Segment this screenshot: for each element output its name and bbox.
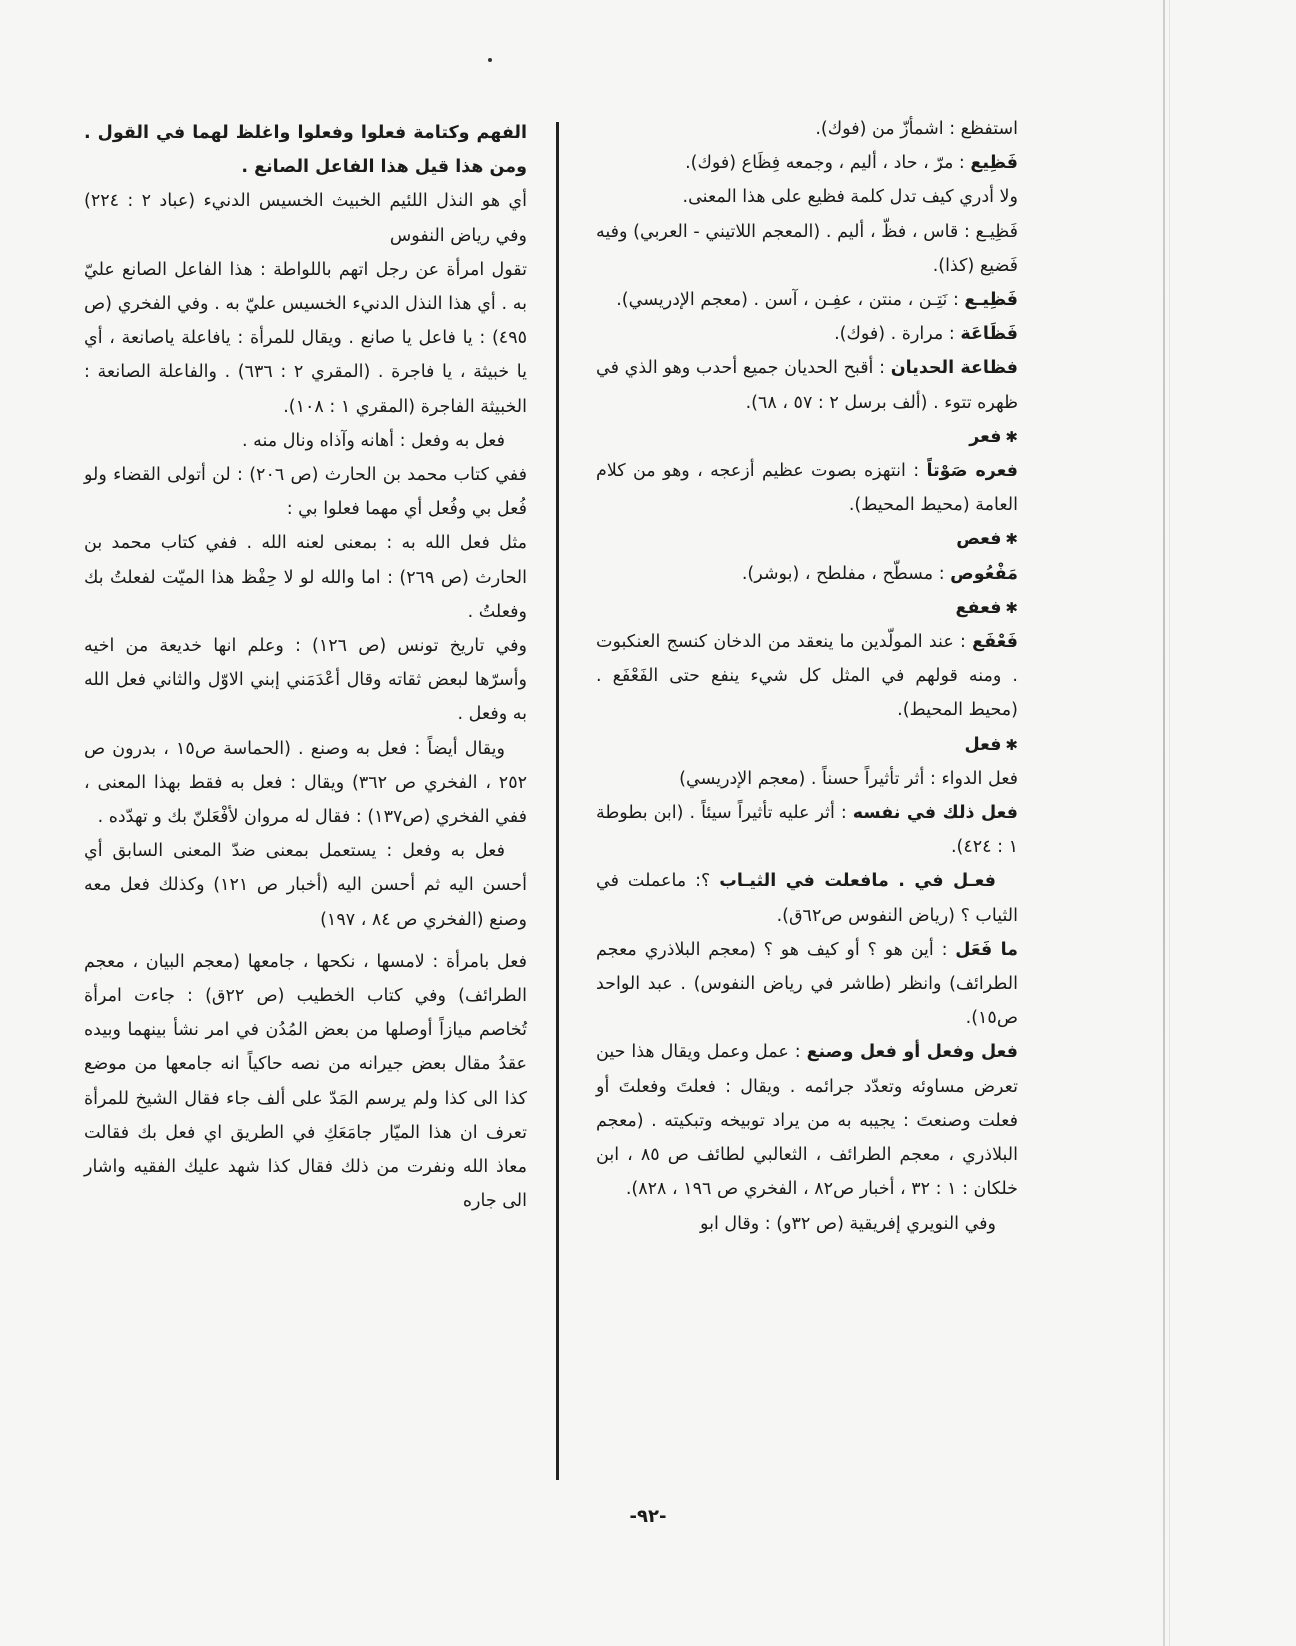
asterisk-icon: ✱: [1005, 598, 1018, 617]
dictionary-entry: [596, 317, 1018, 351]
section-heading: [596, 420, 1018, 454]
entry-definition: : مسطّح ، مفلطح ، (بوشر).: [741, 563, 951, 584]
entry-headword: فعل ذلك في نفسه: [852, 803, 1018, 824]
entry-definition: : أين هو ؟ أو كيف هو ؟ (معجم البلاذري معجم الطرائف) وانظر (طاشر في رياض النفوس) . عبد الواحد ص١٥).: [596, 939, 1018, 1029]
dictionary-entry: [596, 796, 1018, 864]
entry-definition: : عمل وعمل ويقال هذا حين تعرض مساوئه وتعدّد جرائمه . ويقال : فعلتَ وفعلتَ أو فعلت وصنعتَ : يجيبه به من يراد توبيخه وتبكيته . (معجم البلاذري ، معجم الطرائف ، الثعالبي لطائف ص ٨٥ ، ابن خلكان : ١ : ٣٢ ، أخبار ص٨٢ ، الفخري ص ١٩٦ ، ٨٢٨).: [596, 1042, 1018, 1200]
dictionary-entry: [596, 557, 1018, 591]
page-edge-line: [1163, 0, 1165, 1646]
section-heading: [596, 522, 1018, 556]
asterisk-icon: ✱: [1005, 530, 1018, 549]
paragraph: وفي تاريخ تونس (ص ١٢٦) : وعلم انها خديعة من اخيه وأسرّها لبعض ثقاته وقال أعْدَمَني إبني الاوّل والثاني فعل الله به وفعل .: [84, 636, 527, 725]
entry-headword: فَظَاعَة: [960, 324, 1018, 345]
section-heading-text: فعل: [964, 734, 1002, 755]
dictionary-entry: [596, 146, 1018, 180]
entry-headword: فَظِيع: [970, 153, 1018, 174]
dictionary-entry: [596, 454, 1018, 522]
entry-definition: : أثر عليه تأثيراً سيئاً . (ابن بطوطة ١ : ٤٢٤).: [596, 803, 1018, 858]
speck-mark: [488, 58, 492, 62]
paragraph: أي هو النذل اللئيم الخبيث الخسيس الدنيء (عباد ٢ : ٢٢٤) وفي رياض النفوس: [84, 191, 527, 246]
dictionary-entry: [596, 283, 1018, 317]
section-heading: [596, 728, 1018, 762]
dictionary-entry: [596, 762, 1018, 796]
section-heading-text: فعر: [969, 426, 1002, 447]
paragraph: وفي النويري إفريقية (ص ٣٢و) : وقال ابو: [700, 1213, 996, 1234]
dictionary-entry: [596, 215, 1018, 283]
entry-definition: : أثر تأثيراً حسناً . (معجم الإدريسي): [679, 768, 942, 789]
entry-definition: : أقبح الحديان جميع أحدب وهو الذي في ظهره تتوء . (ألف برسل ٢ : ٥٧ ، ٦٨).: [596, 358, 1018, 413]
entry-definition: ؟: ماعملت في الثياب ؟ (رياض النفوس ص٦٢ق).: [596, 871, 1018, 926]
entry-definition: : انتهزه بصوت عظيم أزعجه ، وهو من كلام العامة (محيط المحيط).: [596, 461, 1018, 516]
dictionary-entry: [596, 864, 1018, 932]
page-number: -٩٢-: [629, 1506, 667, 1527]
section-heading: [596, 591, 1018, 625]
entry-headword: فظاعة الحديان: [890, 358, 1018, 379]
column-divider: [556, 122, 559, 1480]
dictionary-entry: [596, 625, 1018, 728]
dictionary-entry: [596, 1035, 1018, 1206]
paragraph: مثل فعل الله به : بمعنى لعنه الله . ففي كتاب محمد بن الحارث (ص ٢٦٩) : اما والله لو لا حِفْظ هذا الميّت لفعلتُ بك وفعلتُ .: [84, 533, 527, 622]
entry-headword: فعـل في . مافعلت في الثيـاب: [719, 871, 996, 892]
page-edge-line-inner: [1169, 0, 1170, 1646]
entry-definition: : مرارة . (فوك).: [834, 324, 961, 345]
dictionary-entry: [596, 112, 1018, 146]
paragraph: الفهم وكتامة فعلوا وفعلوا واغلظ لهما في القول . ومن هذا قيل هذا الفاعل الصانع .: [84, 123, 527, 178]
entry-definition: : نَتِـن ، منتن ، عفِـن ، آسن . (معجم الإدريسي).: [616, 290, 965, 311]
paragraph: ولا أدري كيف تدل كلمة فظيع على هذا المعنى.: [682, 187, 1018, 208]
paragraph: فعل بامرأة : لامسها ، نكحها ، جامعها (معجم البيان ، معجم الطرائف) وفي كتاب الخطيب (ص ٢٢ق) : جاءت امرأة تُخاصم ميازاً أوصلها من بعض المُدُن في امر نشأ بينهما وبيده عقدُ مقال بعض جيرانه من نصه حاكياً انه جامعها من موضع كذا الى كذا ولم يرسم المَدّ على ألف جاء فقال الشيخ للمرأة تعرف ان هذا الميّار جامَعَكِ في الطريق اي فعل بك فقالت معاذ الله ونفرت من ذلك فقال كذا شهد عليك الفقيه واشار الى جاره: [84, 951, 528, 1212]
entry-definition: : عند المولّدين ما ينعقد من الدخان كنسج العنكبوت . ومنه قولهم في المثل كل شيء ينفع حتى الفَعْفَع . (محيط المحيط).: [596, 632, 1018, 721]
entry-definition: : مرّ ، حاد ، أليم ، وجمعه فِظَاع (فوك).: [685, 153, 971, 174]
entry-headword: فعره صَوْتاً: [926, 461, 1018, 482]
left-column: [84, 116, 527, 1219]
entry-headword: مَفْعُوص: [950, 563, 1018, 584]
dictionary-entry: [596, 933, 1018, 1036]
section-heading-text: فعص: [956, 529, 1002, 550]
right-column: [596, 112, 1018, 1241]
paragraph: تقول امرأة عن رجل اتهم باللواطة : هذا الفاعل الصانع عليّ به . أي هذا النذل الدنيء الخسيس عليّ به . وفي الفخري (ص ٤٩٥) : يا فاعل يا صانع . ويقال للمرأة : يافاعلة ياصانعة ، أي يا خبيثة ، يا فاجرة . (المقري ٢ : ٦٣٦) . والفاعلة الصانعة : الخبيثة الفاجرة (المقري ١ : ١٠٨).: [84, 259, 527, 417]
asterisk-icon: ✱: [1005, 427, 1018, 446]
entry-headword: ما فَعَل: [955, 939, 1018, 960]
paragraph: فعل به وفعل : يستعمل بمعنى ضدّ المعنى السابق أي أحسن اليه ثم أحسن اليه (أخبار ص ١٢١) وكذلك فعل معه وصنع (الفخري ص ٨٤ ، ١٩٧): [84, 841, 527, 930]
entry-headword: فَظِيـع: [975, 221, 1018, 242]
entry-headword: استفظع: [960, 119, 1018, 139]
paragraph: ففي كتاب محمد بن الحارث (ص ٢٠٦) : لن أتولى القضاء ولو فُعل بي وفُعل أي مهما فعلوا بي :: [84, 465, 528, 520]
entry-headword: فعل وفعل أو فعل وصنع: [806, 1042, 1018, 1063]
paragraph: ويقال أيضاً : فعل به وصنع . (الحماسة ص١٥ ، بدرون ص ٢٥٢ ، الفخري ص ٣٦٢) ويقال : فعل به فقط بهذا المعنى ، ففي الفخري (ص١٣٧) : فقال له مروان لأفْعَلنّ بك و تهدّده .: [84, 738, 527, 828]
paragraph: فعل به وفعل : أهانه وآذاه ونال منه .: [241, 430, 505, 451]
section-heading-text: فعفع: [955, 597, 1002, 618]
asterisk-icon: ✱: [1005, 735, 1018, 754]
dictionary-entry: [596, 351, 1018, 419]
entry-headword: فَظِيـع: [964, 290, 1018, 311]
entry-headword: فَعْفَع: [972, 632, 1018, 653]
entry-headword: فعل الدواء: [941, 768, 1018, 789]
entry-definition: : قاس ، فظّ ، أليم . (المعجم اللاتيني - العربي) وفيه فَضيع (كذا).: [596, 221, 1018, 276]
entry-definition: : اشمأزّ من (فوك).: [815, 119, 961, 139]
